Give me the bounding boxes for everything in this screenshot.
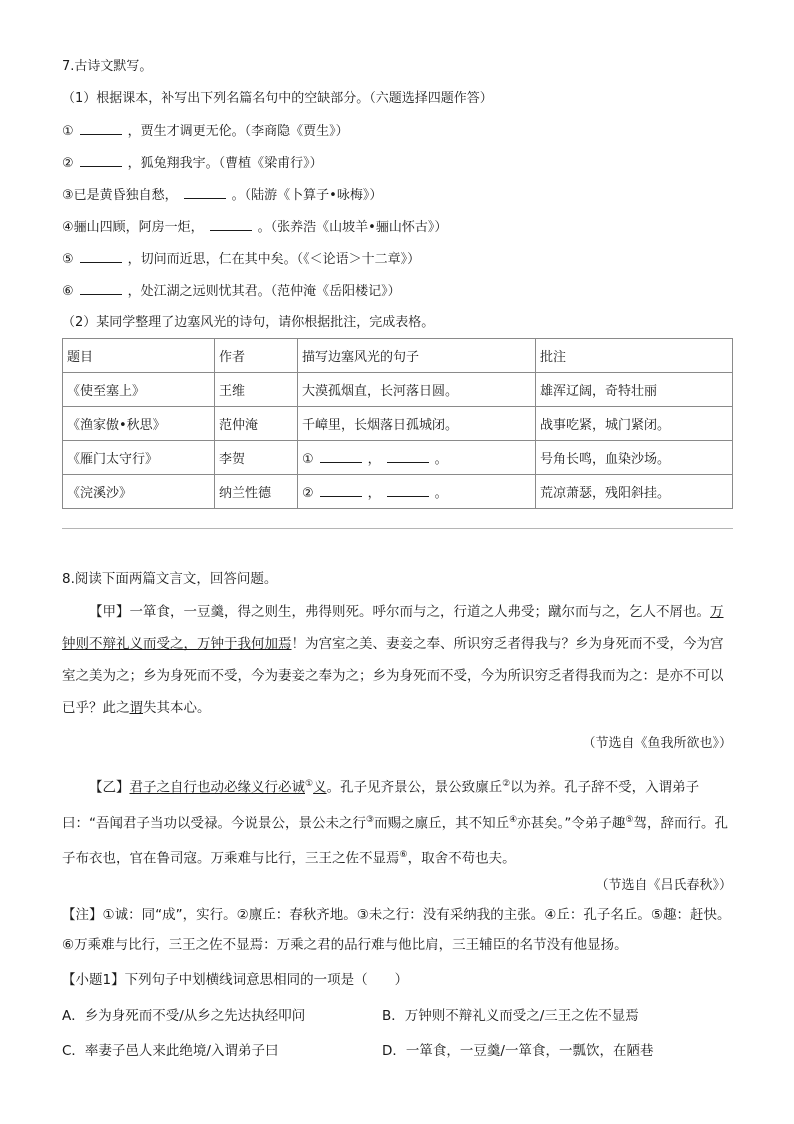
table-header-row bbox=[63, 339, 733, 373]
q7-title: 7.古诗文默写。 bbox=[62, 59, 153, 74]
answer-blank[interactable] bbox=[320, 484, 362, 497]
cell-author: 李贺 bbox=[215, 441, 298, 475]
underlined-sentence: 万钟则不辩礼义而受之，万钟于我何加焉 bbox=[62, 604, 724, 652]
annotation-notes: 【注】①诚：同“成”，实行。②廪丘：春秋齐地。③未之行：没有采纳我的主张。④丘：孔子名丘。⑤趣：赶快。⑥万乘难与比行，三王之佐不显焉：万乘之君的品行难与他比肩，三王辅臣的名节没有他显扬。 bbox=[62, 907, 731, 953]
dotted-word: 谓 bbox=[129, 700, 143, 716]
underlined-sentence: 君子之自行也动必缘义行必诚 bbox=[129, 779, 305, 796]
header-title: 题目 bbox=[63, 339, 215, 373]
cell-title: 《渔家傲•秋思》 bbox=[63, 407, 215, 441]
answer-blank[interactable] bbox=[80, 282, 122, 295]
table-row bbox=[63, 373, 733, 407]
q8-title: 8.阅读下面两篇文言文，回答问题。 bbox=[62, 571, 278, 587]
answer-blank[interactable] bbox=[80, 250, 122, 263]
answer-blank[interactable] bbox=[387, 450, 429, 463]
option-b[interactable]: B．万钟则不辩礼义而受之/三王之佐不显焉 bbox=[382, 1008, 639, 1024]
cell-note: 荒凉萧瑟，残阳斜挂。 bbox=[536, 475, 733, 509]
cell-author: 范仲淹 bbox=[215, 407, 298, 441]
q7-item-5: ⑤ ，切问而近思，仁在其中矣。（《＜论语＞十二章》） bbox=[62, 252, 421, 267]
table-row bbox=[63, 475, 733, 509]
table-row bbox=[63, 407, 733, 441]
header-author: 作者 bbox=[215, 339, 298, 373]
q7-item-2: ② ，狐兔翔我宇。（曹植《梁甫行》） bbox=[62, 156, 323, 171]
header-line: 描写边塞风光的句子 bbox=[298, 339, 536, 373]
source-yi: （节选自《吕氏春秋》） bbox=[595, 878, 732, 893]
cell-line: 大漠孤烟直，长河落日圆。 bbox=[298, 373, 536, 407]
passage-jia: 【甲】一箪食，一豆羹，得之则生，弗得则死。呼尔而与之，行道之人弗受；蹴尔而与之，乞人不屑也。万钟则不辩礼义而受之，万钟于我何加焉！为宫室之美、妻妾之奉、所识穷乏者得我与？乡为身死而不受，今为宫室之美为之；乡为身死而不受，今为妻妾之奉为之；乡为身死而不受，今为所识穷乏者得我而为之：是亦不可以已乎？此之谓失其本心。 bbox=[62, 604, 724, 716]
answer-blank[interactable] bbox=[80, 154, 122, 167]
cell-title: 《使至塞上》 bbox=[63, 373, 215, 407]
section-divider bbox=[62, 528, 733, 529]
header-note: 批注 bbox=[536, 339, 733, 373]
option-a[interactable]: A．乡为身死而不受/从乡之先达执经叩问 bbox=[62, 1008, 306, 1024]
answer-blank[interactable] bbox=[184, 186, 226, 199]
answer-blank[interactable] bbox=[80, 122, 122, 135]
answer-blank[interactable] bbox=[387, 484, 429, 497]
q7-item-4: ④骊山四顾，阿房一炬， 。（张养浩《山坡羊•骊山怀古》） bbox=[62, 220, 448, 235]
cell-note: 号角长鸣，血染沙场。 bbox=[536, 441, 733, 475]
subquestion-1: 【小题1】下列句子中划横线词意思相同的一项是（ ） bbox=[62, 972, 409, 988]
cell-note: 雄浑辽阔，奇特壮丽 bbox=[536, 373, 733, 407]
q7-item-6: ⑥ ，处江湖之远则忧其君。（范仲淹《岳阳楼记》） bbox=[62, 284, 401, 299]
table-row bbox=[63, 441, 733, 475]
option-c[interactable]: C．率妻子邑人来此绝境/入谓弟子曰 bbox=[62, 1043, 279, 1059]
cell-note: 战事吃紧，城门紧闭。 bbox=[536, 407, 733, 441]
q7-item-1: ① ，贾生才调更无伦。（李商隐《贾生》） bbox=[62, 124, 349, 139]
cell-title: 《雁门太守行》 bbox=[63, 441, 215, 475]
passage-yi: 【乙】君子之自行也动必缘义行必诚①义。孔子见齐景公，景公致廪丘②以为养。孔子辞不受，入谓弟子曰：“吾闻君子当功以受禄。今说景公，景公未之行③而赐之廪丘，其不知丘④亦甚矣。”令弟子趣⑤驾，辞而行。孔子布衣也，官在鲁司寇。万乘难与比行，三王之佐不显焉⑥，取舍不苟也夫。 bbox=[62, 779, 728, 867]
answer-blank[interactable] bbox=[320, 450, 362, 463]
cell-author: 王维 bbox=[215, 373, 298, 407]
q7-part1-instruction: （1）根据课本，补写出下列名篇名句中的空缺部分。（六题选择四题作答） bbox=[62, 91, 493, 106]
source-jia: （节选自《鱼我所欲也》） bbox=[582, 736, 732, 751]
answer-blank[interactable] bbox=[210, 218, 252, 231]
cell-title: 《浣溪沙》 bbox=[63, 475, 215, 509]
option-d[interactable]: D．一箪食，一豆羹/一箪食，一瓢饮，在陋巷 bbox=[382, 1043, 654, 1059]
q7-item-3: ③已是黄昏独自愁， 。（陆游《卜算子•咏梅》） bbox=[62, 188, 383, 203]
frontier-poems-table bbox=[62, 338, 733, 509]
q7-part2-instruction: （2）某同学整理了边塞风光的诗句，请你根据批注，完成表格。 bbox=[62, 315, 435, 330]
cell-line: ① ， 。 bbox=[298, 441, 536, 475]
cell-line: ② ， 。 bbox=[298, 475, 536, 509]
cell-author: 纳兰性德 bbox=[215, 475, 298, 509]
cell-line: 千嶂里，长烟落日孤城闭。 bbox=[298, 407, 536, 441]
